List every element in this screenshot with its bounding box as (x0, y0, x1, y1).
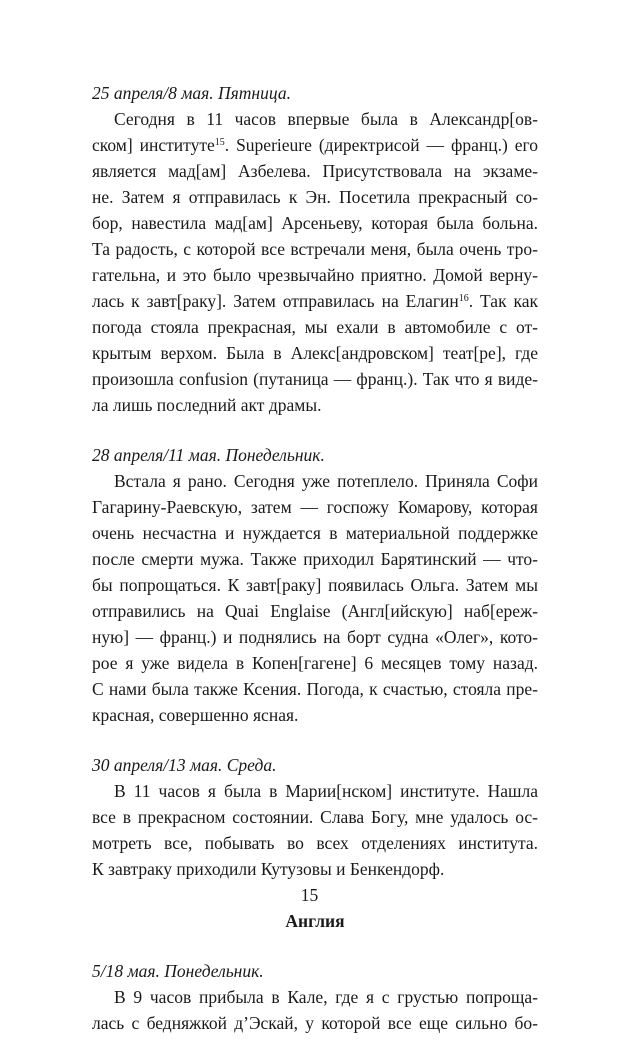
text-line: не. Затем я отправилась к Эн. Посетила прекрасный со- (92, 187, 538, 207)
text-line: Гагарину-Раевскую, затем — госпожу Комарову, которая (92, 497, 538, 517)
diary-entry (92, 80, 538, 418)
book-page (92, 80, 538, 1060)
text-fragment: лась к завт[раку]. Затем отправилась на Елагин (92, 291, 459, 311)
text-line: ную] — франц.) и поднялись на борт судна «Олег», кото- (92, 627, 538, 647)
entry-date: 30 апреля/13 мая. Среда. (92, 755, 277, 775)
diary-entry (92, 442, 538, 728)
text-line: К завтраку приходили Кутузовы и Бенкендорф. (92, 859, 445, 879)
footnote-ref[interactable]: 15 (214, 137, 225, 148)
text-line: произошла confusion (путаница — франц.). Так что я виде- (92, 369, 538, 389)
text-line: ла лишь последний акт драмы. (92, 395, 322, 415)
text-fragment: . Superieure (директрисой — франц.) его (224, 135, 538, 155)
text-line: мотреть все, побывать во всех отделениях института. (92, 833, 538, 853)
text-line: крытым верхом. Была в Алекс[андровском] теат[ре], где (92, 343, 538, 363)
text-fragment: ском] институте (92, 135, 215, 155)
section-heading: Англия (285, 911, 345, 931)
text-line: погода стояла прекрасная, мы ехали в автомобиле с от- (92, 317, 538, 337)
entry-date: 5/18 мая. Понедельник. (92, 961, 264, 981)
text-line: бор, навестила мад[ам] Арсеньеву, которая была больна. (92, 213, 538, 233)
text-line: В 9 часов прибыла в Кале, где я с грустью попроща- (114, 987, 538, 1007)
entry-date: 25 апреля/8 мая. Пятница. (92, 83, 291, 103)
diary-entry (92, 752, 538, 882)
text-line: В 11 часов я была в Марии[нском] институте. Нашла (114, 781, 538, 801)
text-line: красная, совершенно ясная. (92, 705, 299, 725)
text-line: после смерти мужа. Также приходил Барятинский — что- (92, 549, 538, 569)
text-line: очень несчастна и нуждается в материальной поддержке (92, 523, 538, 543)
page-number: 15 (300, 885, 319, 905)
text-line: гательна, и это было чрезвычайно приятно. Домой верну- (92, 265, 538, 285)
entry-date: 28 апреля/11 мая. Понедельник. (92, 445, 325, 465)
text-line: рое я уже видела в Копен[гагене] 6 месяцев тому назад. (92, 653, 538, 673)
text-fragment: . Так как (468, 291, 539, 311)
text-line: Та радость, с которой все встречали меня, была очень тро- (92, 239, 538, 259)
diary-entry (92, 958, 538, 1036)
text-line: лась с бедняжкой д’Эскай, у которой все еще сильно бо- (92, 1013, 538, 1033)
text-line: все в прекрасном состоянии. Слава Богу, мне удалось ос- (92, 807, 538, 827)
text-line-with-footnote (92, 132, 538, 158)
text-line: является мад[ам] Азбелева. Присутствовала на экзаме- (92, 161, 538, 181)
footnote-ref[interactable]: 16 (458, 293, 469, 304)
text-line: отправились на Quai Englaise (Англ[ийскую] наб[ереж- (92, 601, 538, 621)
text-line: Сегодня в 11 часов впервые была в Александр[ов- (114, 109, 538, 129)
text-line-with-footnote (92, 288, 538, 314)
text-line: бы попрощаться. К завт[раку] появилась Ольга. Затем мы (92, 575, 538, 595)
text-line: С нами была также Ксения. Погода, к счастью, стояла пре- (92, 679, 538, 699)
text-line: Встала я рано. Сегодня уже потеплело. Приняла Софи (114, 471, 538, 491)
